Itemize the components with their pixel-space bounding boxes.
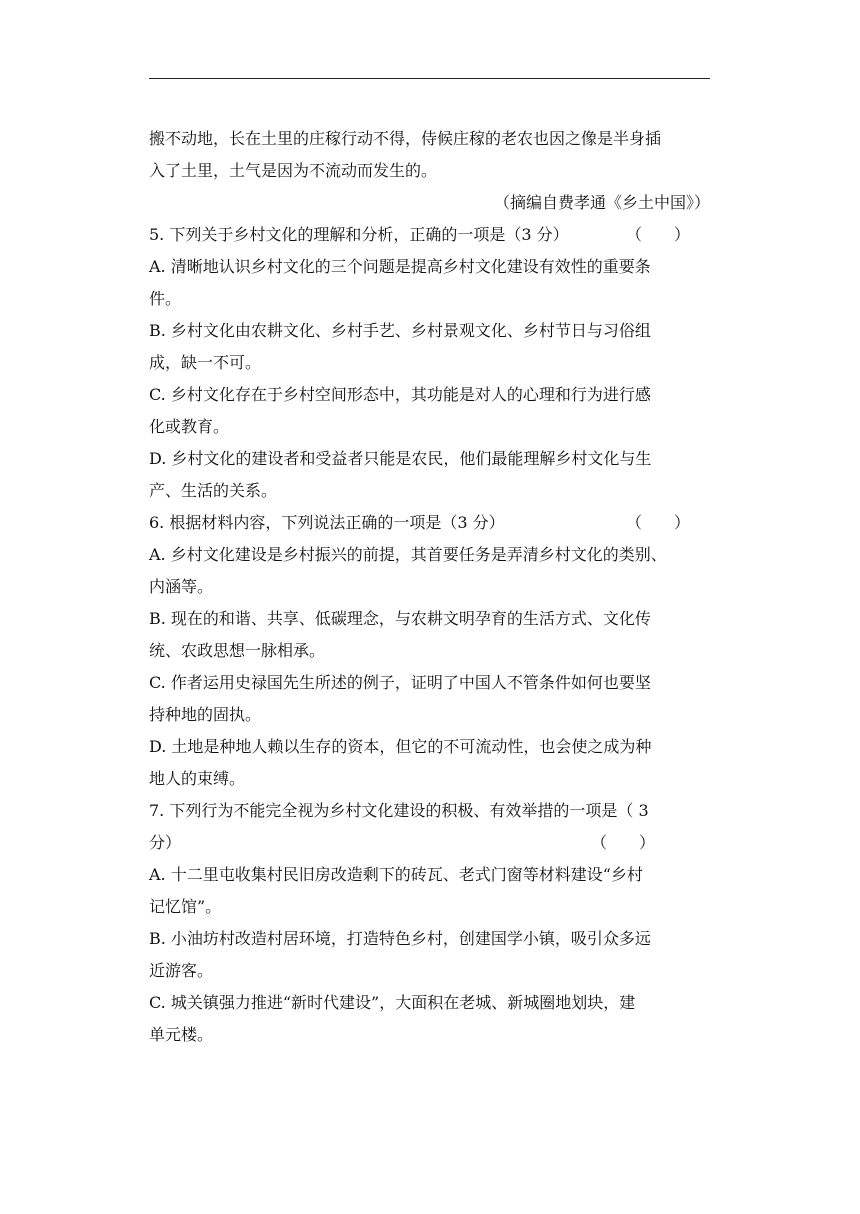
document-body bbox=[149, 123, 710, 1051]
question-7-stem-cont bbox=[149, 827, 710, 859]
option-c-cont: 单元楼。 bbox=[149, 1025, 214, 1044]
option-c-cont: 持种地的固执。 bbox=[149, 705, 262, 724]
question-text: 5. 下列关于乡村文化的理解和分析，正确的一项是（3 分） bbox=[149, 225, 569, 244]
answer-blank: （ ） bbox=[591, 833, 656, 852]
option-b-cont: 成，缺一不可。 bbox=[149, 353, 262, 372]
option-c: C. 城关镇强力推进“新时代建设”，大面积在老城、新城圈地划块，建 bbox=[149, 993, 636, 1012]
option-a-cont: 内涵等。 bbox=[149, 577, 214, 596]
option-b: B. 乡村文化由农耕文化、乡村手艺、乡村景观文化、乡村节日与习俗组 bbox=[149, 321, 651, 340]
header-rule bbox=[149, 78, 710, 79]
option-a-cont: 件。 bbox=[149, 289, 182, 308]
question-text: 6. 根据材料内容，下列说法正确的一项是（3 分） bbox=[149, 513, 505, 532]
passage-line: 入了土里，土气是因为不流动而发生的。 bbox=[149, 161, 438, 180]
option-a: A. 乡村文化建设是乡村振兴的前提，其首要任务是弄清乡村文化的类别、 bbox=[149, 545, 667, 564]
question-7-stem: 7. 下列行为不能完全视为乡村文化建设的积极、有效举措的一项是（ 3 bbox=[149, 801, 649, 820]
answer-blank: （ ） bbox=[625, 513, 690, 532]
question-5-stem bbox=[149, 219, 710, 251]
option-c-cont: 化或教育。 bbox=[149, 417, 230, 436]
option-b: B. 小油坊村改造村居环境，打造特色乡村，创建国学小镇，吸引众多远 bbox=[149, 929, 651, 948]
option-b: B. 现在的和谐、共享、低碳理念，与农耕文明孕育的生活方式、文化传 bbox=[149, 609, 651, 628]
option-a: A. 清晰地认识乡村文化的三个问题是提高乡村文化建设有效性的重要条 bbox=[149, 257, 651, 276]
passage-line: 搬不动地，长在土里的庄稼行动不得，侍候庄稼的老农也因之像是半身插 bbox=[149, 129, 662, 148]
source-citation: （摘编自费孝通《乡土中国》） bbox=[493, 193, 710, 212]
option-d: D. 乡村文化的建设者和受益者只能是农民，他们最能理解乡村文化与生 bbox=[149, 449, 652, 468]
option-d: D. 土地是种地人赖以生存的资本，但它的不可流动性，也会使之成为种 bbox=[149, 737, 652, 756]
option-a: A. 十二里屯收集村民旧房改造剩下的砖瓦、老式门窗等材料建设“乡村 bbox=[149, 865, 643, 884]
answer-blank: （ ） bbox=[625, 225, 690, 244]
option-a-cont: 记忆馆”。 bbox=[149, 897, 222, 916]
option-d-cont: 产、生活的关系。 bbox=[149, 481, 278, 500]
option-c: C. 作者运用史禄国先生所述的例子，证明了中国人不管条件如何也要坚 bbox=[149, 673, 651, 692]
option-d-cont: 地人的束缚。 bbox=[149, 769, 246, 788]
question-6-stem bbox=[149, 507, 710, 539]
option-b-cont: 近游客。 bbox=[149, 961, 214, 980]
question-text: 分） bbox=[149, 833, 182, 852]
option-c: C. 乡村文化存在于乡村空间形态中，其功能是对人的心理和行为进行感 bbox=[149, 385, 651, 404]
option-b-cont: 统、农政思想一脉相承。 bbox=[149, 641, 326, 660]
